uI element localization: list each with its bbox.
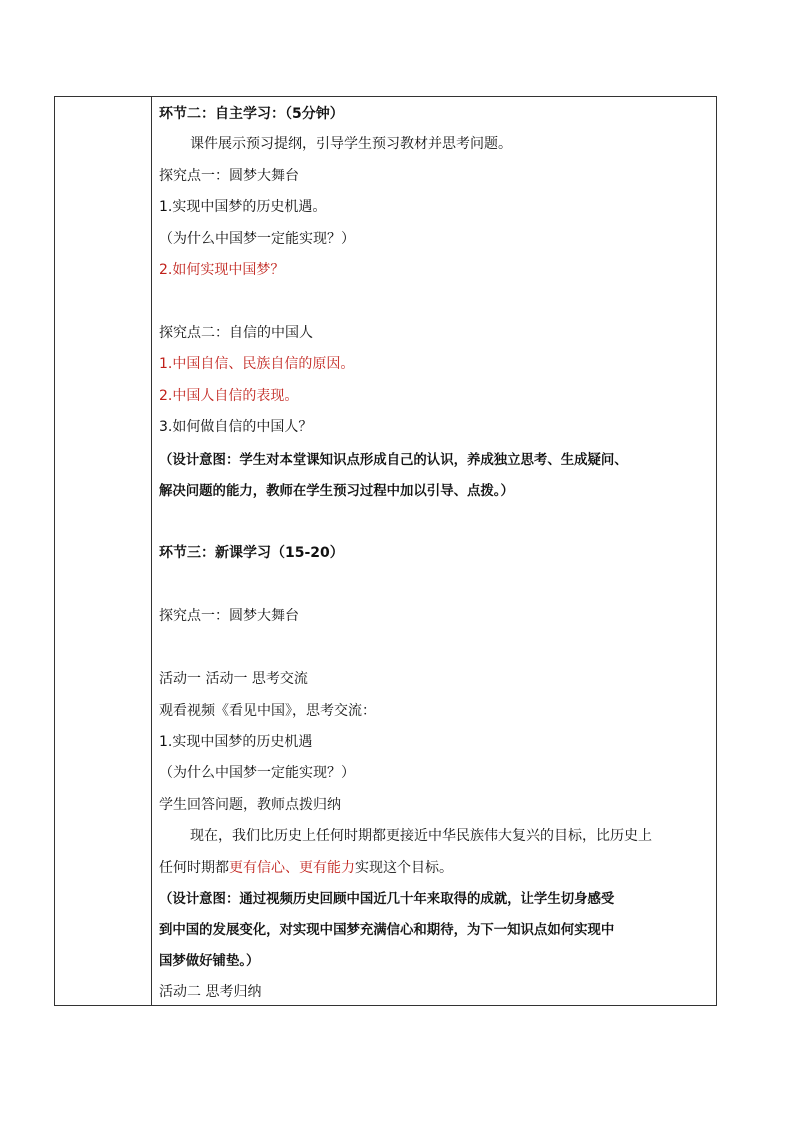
- section3-paragraph-line2: [159, 859, 453, 877]
- section3-point1-title: 探究点一：圆梦大舞台: [159, 608, 299, 624]
- section2-point1-title: 探究点一：圆梦大舞台: [159, 168, 299, 184]
- paragraph-highlight: 更有信心、更有能力: [229, 860, 355, 876]
- section3-activity2: 活动二 思考归纳: [159, 984, 262, 1000]
- section2-point2-q2: 2.中国人自信的表现。: [159, 388, 299, 404]
- section2-intro: 课件展示预习提纲，引导学生预习教材并思考问题。: [190, 136, 512, 152]
- section2-point2-q3: 3.如何做自信的中国人？: [159, 419, 313, 435]
- section2-heading: 环节二：自主学习：（5分钟）: [159, 106, 344, 122]
- section2-point2-title: 探究点二：自信的中国人: [159, 325, 313, 341]
- section3-design-intent-line2: 到中国的发展变化，对实现中国梦充满信心和期待，为下一知识点如何实现中: [159, 922, 615, 938]
- lesson-table: [54, 96, 717, 1006]
- section3-activity1-task: 观看视频《看见中国》，思考交流：: [159, 703, 376, 719]
- section3-paragraph-line1: 现在，我们比历史上任何时期都更接近中华民族伟大复兴的目标，比历史上: [190, 828, 652, 844]
- section3-heading: 环节三：新课学习（15-20）: [159, 545, 344, 561]
- section3-q1-note: （为什么中国梦一定能实现？）: [159, 765, 355, 781]
- left-column-cell: [55, 97, 152, 1005]
- section2-point2-q1: 1.中国自信、民族自信的原因。: [159, 356, 355, 372]
- section3-activity1: 活动一 活动一 思考交流: [159, 671, 308, 687]
- paragraph-text-a: 任何时期都: [159, 860, 229, 876]
- paragraph-text-b: 实现这个目标。: [355, 860, 453, 876]
- section3-q1: 1.实现中国梦的历史机遇: [159, 734, 313, 750]
- content-cell: [152, 97, 716, 1005]
- section3-design-intent-line1: （设计意图：通过视频历史回顾中国近几十年来取得的成就，让学生切身感受: [159, 891, 615, 907]
- section2-point1-q2: 2.如何实现中国梦？: [159, 262, 285, 278]
- section2-design-intent-line1: （设计意图：学生对本堂课知识点形成自己的认识，养成独立思考、生成疑问、: [159, 452, 628, 468]
- section3-answer-intro: 学生回答问题，教师点拨归纳: [159, 797, 341, 813]
- section2-point1-q1-note: （为什么中国梦一定能实现？）: [159, 231, 355, 247]
- section2-design-intent-line2: 解决问题的能力，教师在学生预习过程中加以引导、点拨。）: [159, 483, 514, 499]
- section2-point1-q1: 1.实现中国梦的历史机遇。: [159, 199, 327, 215]
- section3-design-intent-line3: 国梦做好铺垫。）: [159, 953, 260, 969]
